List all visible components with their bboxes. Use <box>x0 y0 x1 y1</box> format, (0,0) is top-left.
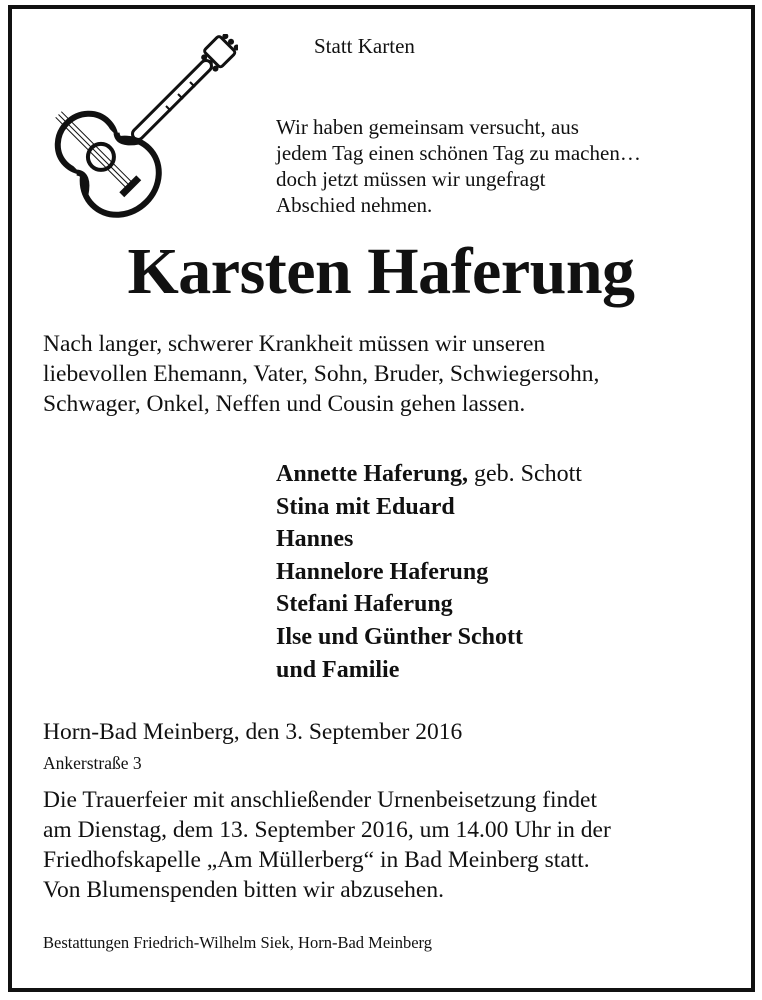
intro-line: Schwager, Onkel, Neffen und Cousin gehen lassen. <box>43 391 526 417</box>
quote-line: Wir haben gemeinsam versucht, aus <box>276 115 579 139</box>
intro-line: Nach langer, schwerer Krankheit müssen wir unseren <box>43 331 546 357</box>
deceased-name: Karsten Haferung <box>127 235 635 308</box>
mourner-line <box>276 458 582 491</box>
intro-line: liebevollen Ehemann, Vater, Sohn, Bruder, Schwiegersohn, <box>43 361 600 387</box>
mourner-name: Hannelore Haferung <box>276 558 489 585</box>
undertaker-footer: Bestattungen Friedrich-Wilhelm Siek, Horn-Bad Meinberg <box>43 933 432 952</box>
mourner-name: Ilse und Günther Schott <box>276 623 523 650</box>
ceremony-text <box>43 785 611 905</box>
mourner-name: und Familie <box>276 656 400 683</box>
ceremony-line: Von Blumenspenden bitten wir abzusehen. <box>43 877 444 903</box>
mourner-name: Annette Haferung, <box>276 461 468 487</box>
address: Ankerstraße 3 <box>43 753 142 773</box>
maiden-name: geb. Schott <box>467 461 582 487</box>
quote-line: Abschied nehmen. <box>276 193 433 217</box>
quote-line: jedem Tag einen schönen Tag zu machen… <box>276 141 641 165</box>
mourner-name: Stina mit Eduard <box>276 493 455 520</box>
intro-text <box>43 329 599 419</box>
quote <box>276 114 641 218</box>
ceremony-line: am Dienstag, dem 13. September 2016, um 14.00 Uhr in der <box>43 817 611 843</box>
mourner-name: Hannes <box>276 526 354 553</box>
mourner-name: Stefani Haferung <box>276 591 453 618</box>
place-date: Horn-Bad Meinberg, den 3. September 2016 <box>43 719 463 745</box>
guitar-icon <box>38 34 238 218</box>
header-note: Statt Karten <box>314 34 415 58</box>
mourners-list <box>276 458 582 686</box>
ceremony-line: Die Trauerfeier mit anschließender Urnenbeisetzung findet <box>43 787 598 813</box>
ceremony-line: Friedhofskapelle „Am Müllerberg“ in Bad Meinberg statt. <box>43 847 590 873</box>
quote-line: doch jetzt müssen wir ungefragt <box>276 167 546 191</box>
